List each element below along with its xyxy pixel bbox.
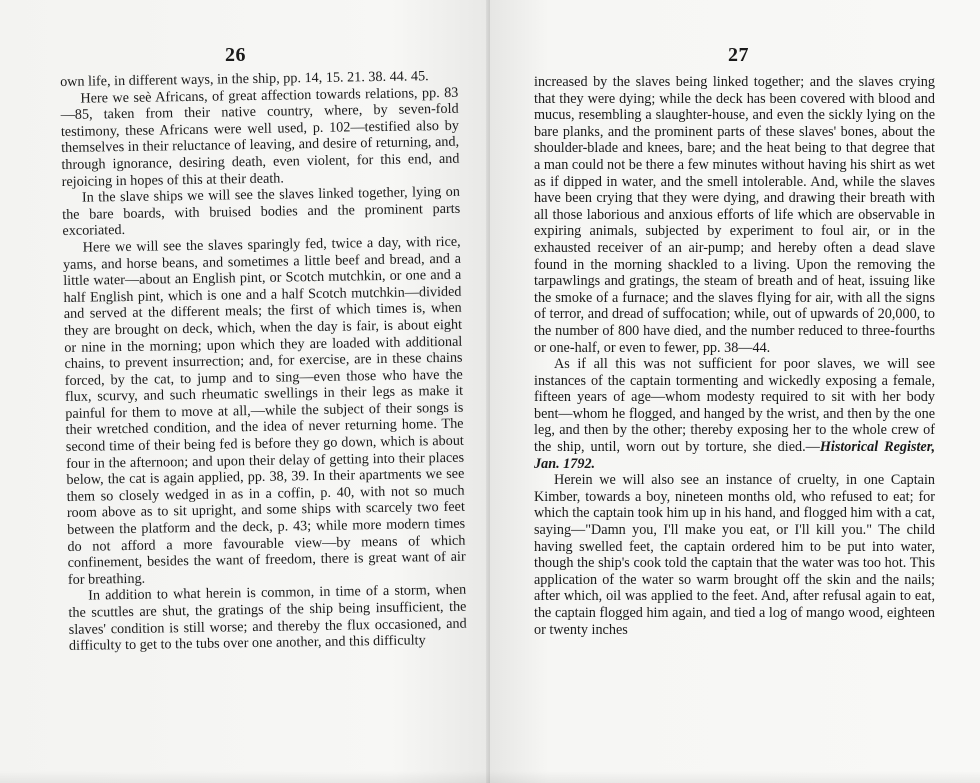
paragraph: own life, in different ways, in the ship, pp. 14, 15. 21. 38. 44. 45. (60, 68, 429, 90)
page-number-right: 27 (728, 44, 749, 66)
left-page-text (60, 68, 467, 655)
right-page (490, 0, 980, 783)
paragraph: In the slave ships we will see the slaves linked together, lying on the bare boards, with bruised bodies and the prominent parts excoriated. (62, 183, 461, 240)
paragraph: increased by the slaves being linked together; and the slaves crying that they were dying; while the deck has been covered with blood and mucus, resembling a slaughter-house, and even the sickly lying on the bare planks, and the prominent parts of these slaves' bones, about the shoulder-blade and knees, bare; and the heat being to that degree that a man could not be there a few minutes without having his shirt as wet as if dipped in water, and the smell intolerable. And, while the slaves have been crying that they were dying, and drawing their breath with all those laborious and anxious efforts of life which are observable in expiring animals, subjected by experiment to foul air, or in the exhausted receiver of an air-pump; and hereby often a dead slave found in the morning shackled to a living. Upon the removing the tarpawlings and gratings, the steam of breath and of heat, issuing like the smoke of a furnace; and the slaves flying for air, with all the signs of terror, and dread of suffocation; while, out of upwards of 20,000, to the number of 800 have died, and the number reduced to three-fourths or one-half, or even to fewer, pp. 38—44. (534, 74, 935, 356)
citation: Historical Register, Jan. 1792. (534, 439, 935, 472)
scan-edge-shadow (0, 771, 980, 783)
right-page-text (534, 74, 935, 638)
paragraph: Here we will see the slaves sparingly fed, twice a day, with rice, yams, and horse beans, and sometimes a little beef and bread, and a little water—about an English pint, or Scotch mutchkin, or one and a half English pint, which is one and a half Scotch mutchkin—divided and served at the different meals; the first of which times is, when they are brought on deck, which, when the day is fair, is about eight or nine in the morning; upon which they are loaded with additional chains, to prevent insurrection; and, for exercise, are in these chains forced, by the cat, to jump and to sing—even those who have the flux, scurvy, and such rheumatic swellings in their legs as make it painful for them to move at all,—while the subject of their songs is their wretched condition, and the idea of never returning home. The second time of their being fed is before they go down, which is about four in the afternoon; and upon their delay of getting into their places below, the cat is again applied, pp. 38, 39. In their apartments we see them so closely wedged in as in a coffin, p. 40, with not so much room above as to sit upright, and some ships with scarcely two feet between the platform and the deck, p. 43; while more modern times do not afford a more favourable view—by means of which confinement, besides the want of freedom, there is great want of air for breathing. (62, 233, 466, 588)
paragraph (534, 356, 935, 472)
paragraph-text: As if all this was not sufficient for poor slaves, we will see instances of the captain tormenting and wickedly exposing a female, fifteen years of age—whom modesty required to sit with her body bent—whom he flogged, and hanged by the wrist, and then by the one leg, and then by the other; thereby exposing her to the whole crew of the ship, until, worn out by torture, she died.— (534, 356, 935, 456)
paragraph: In addition to what herein is common, in time of a storm, when the scuttles are shut, the gratings of the ship being insufficient, the slaves' condition is still worse; and thereby the flux occasioned, and difficulty to get to the tubs over one another, and this difficulty (68, 582, 467, 655)
paragraph: Herein we will also see an instance of cruelty, in one Captain Kimber, towards a boy, nineteen months old, who refused to eat; for which the captain took him up in his hand, and flogged him with a cat, saying—"Damn you, I'll make you eat, or I'll kill you." The child having swelled feet, the captain ordered him to be put into water, though the ship's cook told the captain that the water was too hot. This application of the water so warm brought off the skin and the nails; after which, oil was applied to the feet. And, after refusal again to eat, the captain flogged him again, and tied a log of mango wood, eighteen or twenty inches (534, 472, 935, 638)
paragraph: Here we seè Africans, of great affection towards relations, pp. 83—85, taken from their native country, where, by seven-fold testimony, these Africans were well used, p. 102—testified also by themselves in their reluctance of leaving, and desire of returning, and, through ignorance, desiring death, even violent, for this end, and rejoicing in hopes of this at their death. (60, 84, 460, 190)
page-number-left: 26 (225, 44, 246, 66)
